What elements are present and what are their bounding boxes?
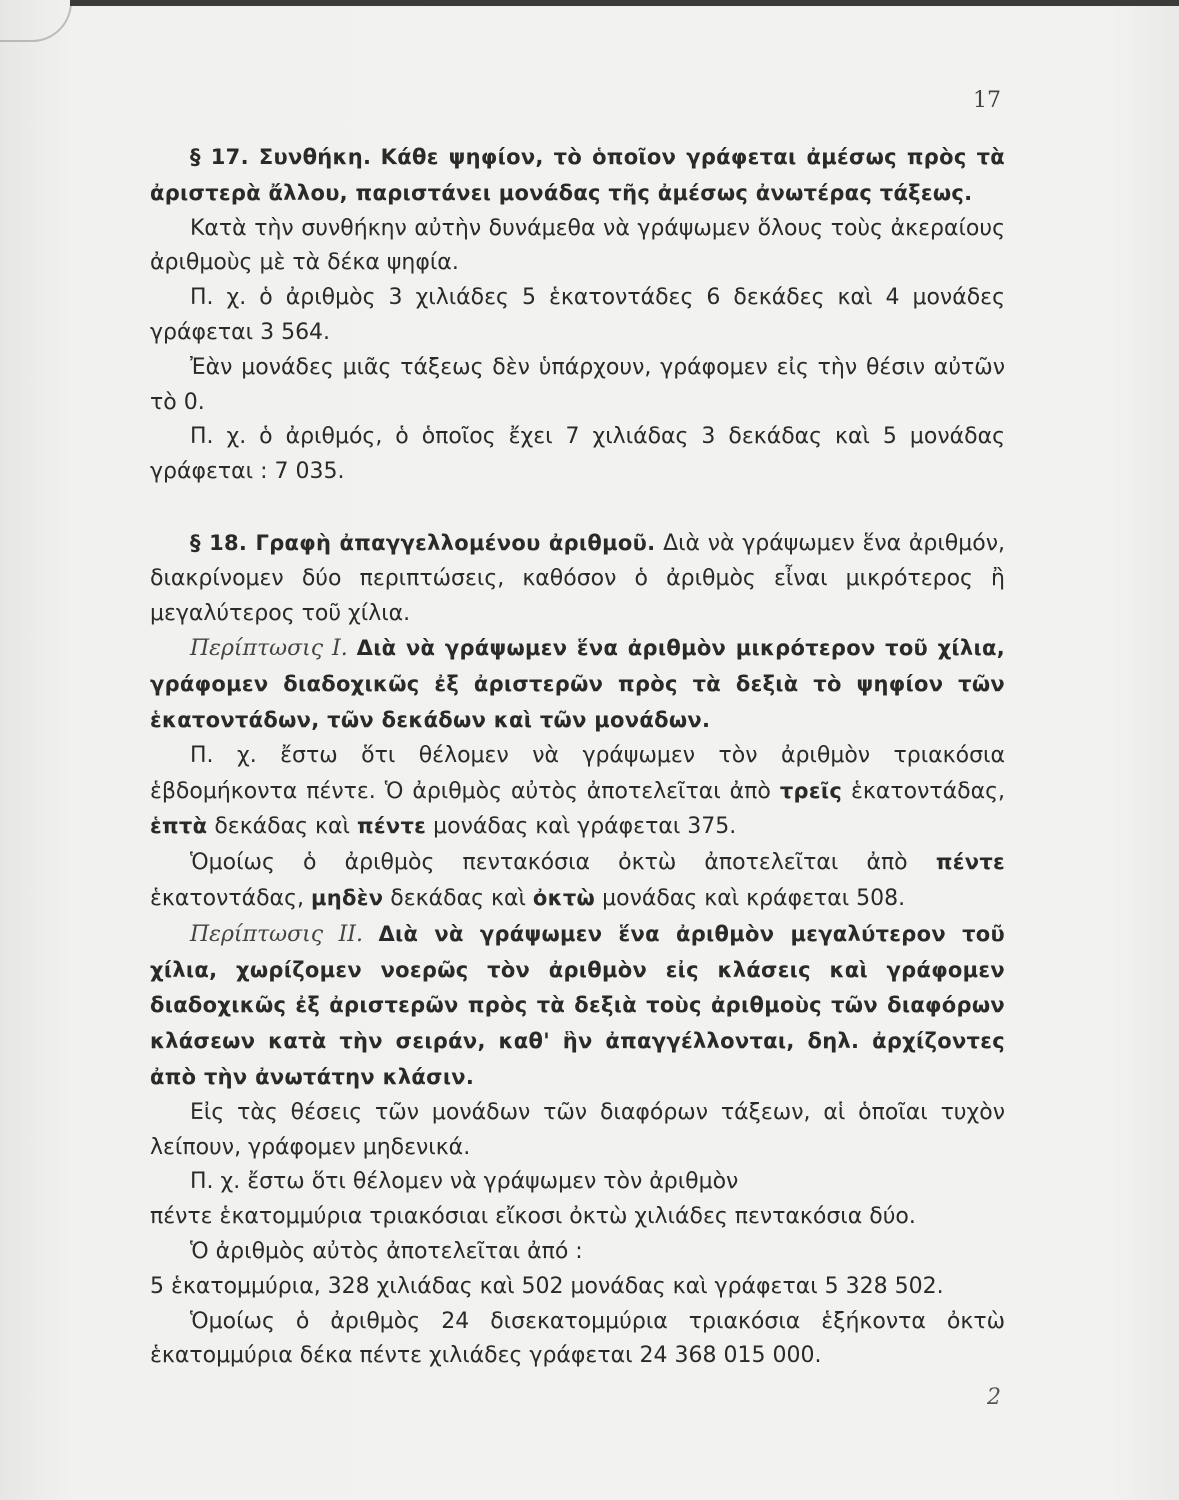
example-508 — [150, 845, 1005, 917]
case-2-rule: Διὰ νὰ γράψωμεν ἕνα ἀριθμὸν μεγαλύτερον τοῦ χίλια, χωρίζομεν νοερῶς τὸν ἀριθμὸν εἰς κλάσεις καὶ γράφομεν διαδοχικῶς ἐξ ἀριστερῶν πρὸς τὰ δεξιὰ τοὺς ἀριθμοὺς τῶν διαφόρων κλάσεων κατὰ τὴν σειράν, καθ' ἣν ἀπαγγέλλονται, δηλ. ἀρχίζοντες ἀπὸ τὴν ἀνωτάτην κλάσιν. — [150, 921, 1005, 1089]
text-run: δεκάδας καὶ — [390, 885, 526, 911]
paragraph: Π. χ. ὁ ἀριθμός, ὁ ὁποῖος ἔχει 7 χιλιάδας 3 δεκάδας καὶ 5 μονάδας γράφεται : 7 035. — [150, 424, 1005, 485]
section-18-heading: § 18. Γραφὴ ἀπαγγελλομένου ἀριθμοῦ. — [190, 530, 656, 555]
case-1 — [150, 631, 1005, 738]
text-run: ἑκατοντάδας, — [851, 778, 1005, 804]
page-number: 17 — [973, 88, 1001, 113]
example-line: Ὁ ἀριθμὸς αὐτὸς ἀποτελεῖται ἀπό : — [190, 1238, 583, 1264]
example-375 — [150, 739, 1005, 845]
example-line: πέντε ἑκατομμύρια τριακόσιαι εἴκοσι ὀκτὼ χιλιάδες πεντακόσια δύο. — [150, 1204, 916, 1230]
paragraph: Ἐὰν μονάδες μιᾶς τάξεως δὲν ὑπάρχουν, γράφομεν εἰς τὴν θέσιν αὐτῶν τὸ 0. — [150, 354, 1005, 415]
emphasis: πέντε — [935, 850, 1006, 875]
section-18-intro-text: Διὰ νὰ γράψωμεν ἕνα ἀριθμόν, διακρίνομεν δύο περιπτώσεις, καθόσον ὁ ἀριθμὸς εἶναι μικρότερος ἢ μεγαλύτερος τοῦ χίλια. — [150, 530, 1005, 626]
example-billions: Ὁμοίως ὁ ἀριθμὸς 24 δισεκατομμύρια τριακόσια ἑξήκοντα ὀκτὼ ἑκατομμύρια δέκα πέντε χιλιάδες γράφεται 24 368 015 000. — [150, 1308, 1005, 1369]
example-line: 5 ἑκατομμύρια, 328 χιλιάδας καὶ 502 μονάδας καὶ γράφεται 5 328 502. — [150, 1273, 944, 1299]
folded-corner — [0, 0, 72, 42]
section-17-heading: § 17. Συνθήκη. — [190, 145, 372, 169]
case-2 — [150, 917, 1005, 1096]
text-run: ἑκατοντάδας, — [150, 885, 304, 911]
case-2-label: Περίπτωσις ΙΙ. — [190, 921, 363, 947]
signature-mark: 2 — [987, 1385, 1001, 1410]
paragraph: Εἰς τὰς θέσεις τῶν μονάδων τῶν διαφόρων τάξεων, αἱ ὁποῖαι τυχὸν λείπουν, γράφομεν μηδενικά. — [150, 1099, 1005, 1160]
text-run: Π. χ. ἔστω ὅτι θέλομεν νὰ γράψωμεν τὸν ἀριθμὸν τριακόσια ἑβδομήκοντα πέντε. Ὁ ἀριθμὸς αὐτὸς ἀποτελεῖται ἀπὸ — [150, 742, 1005, 804]
paragraph: Κατὰ τὴν συνθήκην αὐτὴν δυνάμεθα νὰ γράψωμεν ὅλους τοὺς ἀκεραίους ἀριθμοὺς μὲ τὰ δέκα ψηφία. — [150, 215, 1005, 276]
paragraph: Π. χ. ὁ ἀριθμὸς 3 χιλιάδες 5 ἑκατοντάδες 6 δεκάδες καὶ 4 μονάδες γράφεται 3 564. — [150, 285, 1005, 345]
emphasis: μηδὲν — [310, 885, 384, 910]
section-17-rule-text: Κάθε ψηφίον, τὸ ὁποῖον γράφεται ἀμέσως πρὸς τὰ ἀριστερὰ ἄλλου, παριστάνει μονάδας τῆς ἀμέσως ἀνωτέρας τάξεως. — [150, 145, 1005, 205]
case-1-rule: Διὰ νὰ γράψωμεν ἕνα ἀριθμὸν μικρότερον τοῦ χίλια, γράφομεν διαδοχικῶς ἐξ ἀριστερῶν πρὸς τὰ δεξιὰ τὸ ψηφίον τῶν ἑκατοντάδων, τῶν δεκάδων καὶ τῶν μονάδων. — [150, 636, 1005, 732]
emphasis: ὀκτὼ — [532, 885, 596, 910]
text-run: μονάδας καὶ γράφεται 375. — [433, 814, 737, 840]
section-17-rule — [150, 140, 1005, 212]
text-run: Ὁμοίως ὁ ἀριθμὸς πεντακόσια ὀκτὼ ἀποτελεῖται ἀπὸ — [190, 850, 908, 876]
emphasis: πέντε — [356, 814, 427, 839]
section-18-intro — [150, 526, 1005, 631]
body-text — [150, 140, 1005, 1374]
case-1-label: Περίπτωσις Ι. — [190, 636, 348, 662]
scan-edge — [70, 0, 1179, 6]
emphasis: τρεῖς — [779, 778, 843, 803]
text-run: μονάδας καὶ κράφεται 508. — [602, 885, 906, 911]
example-line: Π. χ. ἔστω ὅτι θέλομεν νὰ γράψωμεν τὸν ἀριθμὸν — [190, 1169, 739, 1195]
text-run: δεκάδας καὶ — [214, 814, 350, 840]
emphasis: ἑπτὰ — [150, 814, 208, 839]
